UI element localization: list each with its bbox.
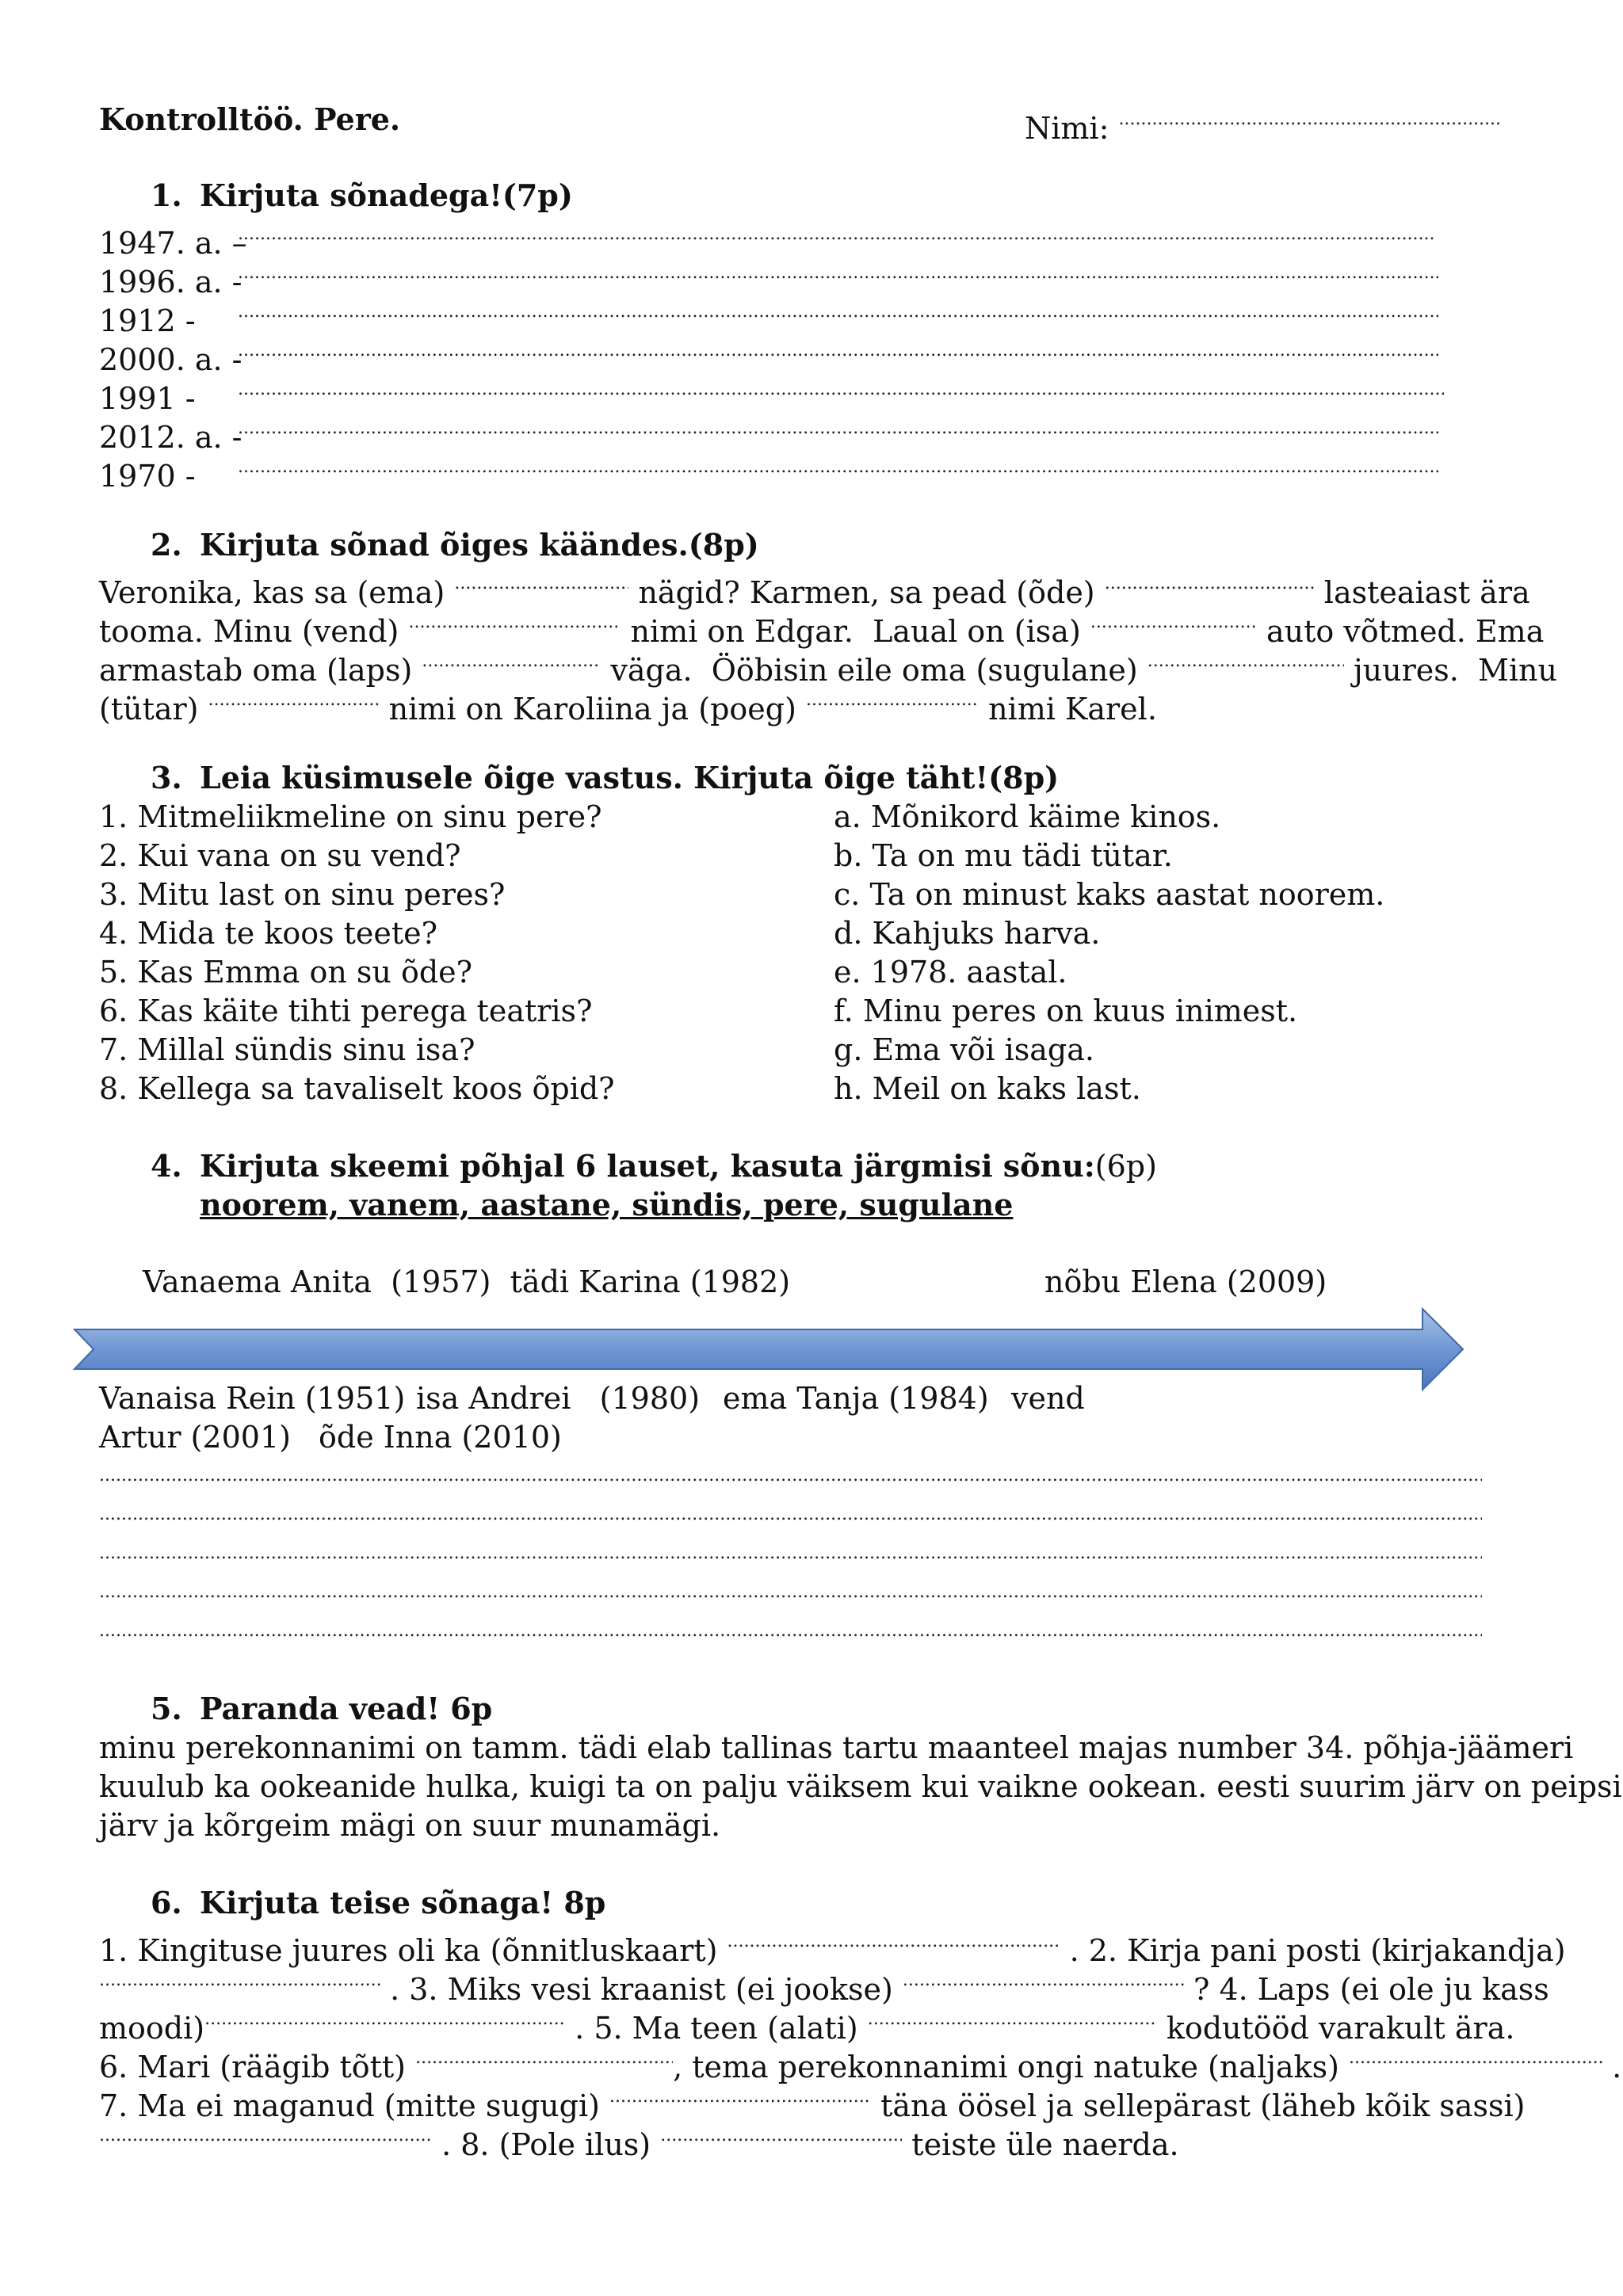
s6-line: 6. Mari (räägib tõtt) ..... , tema perekonnanimi ongi natuke (naljaks) ..... . [99,2039,1621,2086]
page-title: Kontrolltöö. Pere. [99,101,401,137]
writing-line[interactable] [99,1612,1482,1659]
answer-blank [238,448,1438,486]
section-6-heading: 6. Kirjuta teise sõnaga! 8p [151,1885,606,1920]
name-label: Nimi: [1025,111,1109,146]
s2-line: armastab oma (laps) ..... väga. Ööbisin eile oma (sugulane) ..... juures. Minu [99,643,1557,689]
word-list: noorem, vanem, aastane, sündis, pere, sugulane [200,1187,1014,1222]
question: 6. Kas käite tihti perega teatris? [99,994,593,1028]
s1-row[interactable]: 1912 -..... [99,293,1438,340]
answer-option: h. Meil on kaks last. [834,1071,1141,1106]
answer-blank[interactable] [868,2000,1157,2039]
answer-option: f. Minu peres on kuus inimest. [834,994,1298,1028]
s1-row[interactable]: 1970 -..... [99,448,1438,495]
question: 8. Kellega sa tavaliselt koos õpid? [99,1071,615,1106]
answer-blank[interactable] [1349,2039,1602,2077]
s6-line: moodi)..... . 5. Ma teen (alati) ..... kodutööd varakult ära. [99,2000,1514,2047]
answer-blank [238,215,1434,254]
timeline-label-bottom: õde Inna (2010) [319,1420,562,1455]
answer-option: a. Mõnikord käime kinos. [834,799,1221,834]
question: 2. Kui vana on su vend? [99,838,461,873]
s2-line: tooma. Minu (vend) ..... nimi on Edgar. Laual on (isa) ..... auto võtmed. Ema [99,604,1544,650]
answer-blank[interactable] [1148,643,1344,681]
answer-blank [238,332,1438,370]
answer-blank[interactable] [1105,565,1315,603]
s1-row[interactable]: 1991 -..... [99,371,1444,418]
answer-blank[interactable] [727,1923,1060,1961]
answer-blank [238,254,1438,292]
section-3-heading: 3. Leia küsimusele õige vastus. Kirjuta õige täht!(8p) [151,760,1060,795]
answer-blank[interactable] [204,2000,565,2039]
section-5-heading: 5. Paranda vead! 6p [151,1691,493,1726]
text-line: kuulub ka ookeanide hulka, kuigi ta on palju väiksem kui vaikne ookean. eesti suurim järv on peipsi [99,1769,1622,1804]
answer-option: c. Ta on minust kaks aastat noorem. [834,877,1385,912]
answer-blank[interactable] [1090,604,1257,642]
answer-blank[interactable] [422,643,601,681]
section-4-heading: 4. Kirjuta skeemi põhjal 6 lauset, kasuta järgmisi sõnu:(6p) [151,1148,1157,1184]
s6-line: ..... . 3. Miks vesi kraanist (ei jookse) ..... ? 4. Laps (ei ole ju kass [99,1962,1549,2008]
timeline-label-bottom: isa Andrei (1980) [416,1381,701,1416]
s1-row[interactable]: 1996. a. -..... [99,254,1438,301]
question: 4. Mida te koos teete? [99,916,438,951]
s2-line: (tütar) ..... nimi on Karoliina ja (poeg) ..... nimi Karel. [99,681,1157,728]
answer-blank[interactable] [660,2117,902,2155]
s6-line: 7. Ma ei maganud (mitte sugugi) ..... täna öösel ja sellepärast (läheb kõik sassi) [99,2078,1525,2125]
answer-blank[interactable] [208,681,380,719]
timeline-label-top: nõbu Elena (2009) [1044,1264,1327,1299]
timeline-label-bottom: ema Tanja (1984) [723,1381,989,1416]
answer-blank[interactable] [609,2078,871,2116]
text-line: järv ja kõrgeim mägi on suur munamägi. [99,1808,721,1843]
answer-blank[interactable] [99,1962,380,2000]
answer-blank[interactable] [99,2117,432,2155]
s2-line: Veronika, kas sa (ema) ..... nägid? Karmen, sa pead (õde) ..... lasteaiast ära [99,565,1530,612]
answer-blank[interactable] [903,1962,1184,2000]
question: 1. Mitmeliikmeline on sinu pere? [99,799,602,834]
answer-option: g. Ema või isaga. [834,1032,1094,1067]
answer-blank[interactable] [408,604,621,642]
s6-line: ..... . 8. (Pole ilus) ..... teiste üle naerda. [99,2117,1179,2164]
timeline-label-bottom: vend [1011,1381,1085,1416]
question: 3. Mitu last on sinu peres? [99,877,506,912]
answer-option: e. 1978. aastal. [834,955,1067,990]
answer-blank [238,371,1444,409]
answer-blank[interactable] [415,2039,673,2077]
answer-blank[interactable] [454,565,628,603]
text-line: minu perekonnanimi on tamm. tädi elab tallinas tartu maanteel majas number 34. põhja-jäämeri [99,1730,1574,1765]
question: 5. Kas Emma on su õde? [99,955,473,990]
answer-option: d. Kahjuks harva. [834,916,1101,951]
section-1-heading: 1. Kirjuta sõnadega!(7p) [151,177,573,213]
question: 7. Millal sündis sinu isa? [99,1032,475,1067]
s1-row[interactable]: 1947. a. –..... [99,215,1434,262]
answer-option: b. Ta on mu tädi tütar. [834,838,1173,873]
answer-blank [238,410,1438,448]
answer-blank[interactable] [806,681,979,719]
s6-line: 1. Kingituse juures oli ka (õnnitluskaart) ..... . 2. Kirja pani posti (kirjakandja) [99,1923,1566,1970]
timeline-label-top: Vanaema Anita (1957) tädi Karina (1982) [143,1264,791,1299]
timeline-label-bottom: Vanaisa Rein (1951) [99,1381,406,1416]
section-2-heading: 2. Kirjuta sõnad õiges käändes.(8p) [151,527,759,563]
s1-row[interactable]: 2000. a. -..... [99,332,1438,379]
timeline-label-bottom: Artur (2001) [99,1420,291,1455]
answer-blank [238,293,1438,331]
name-field[interactable] [1025,101,1499,147]
s1-row[interactable]: 2012. a. -..... [99,410,1438,456]
name-blank[interactable] [1119,101,1499,139]
